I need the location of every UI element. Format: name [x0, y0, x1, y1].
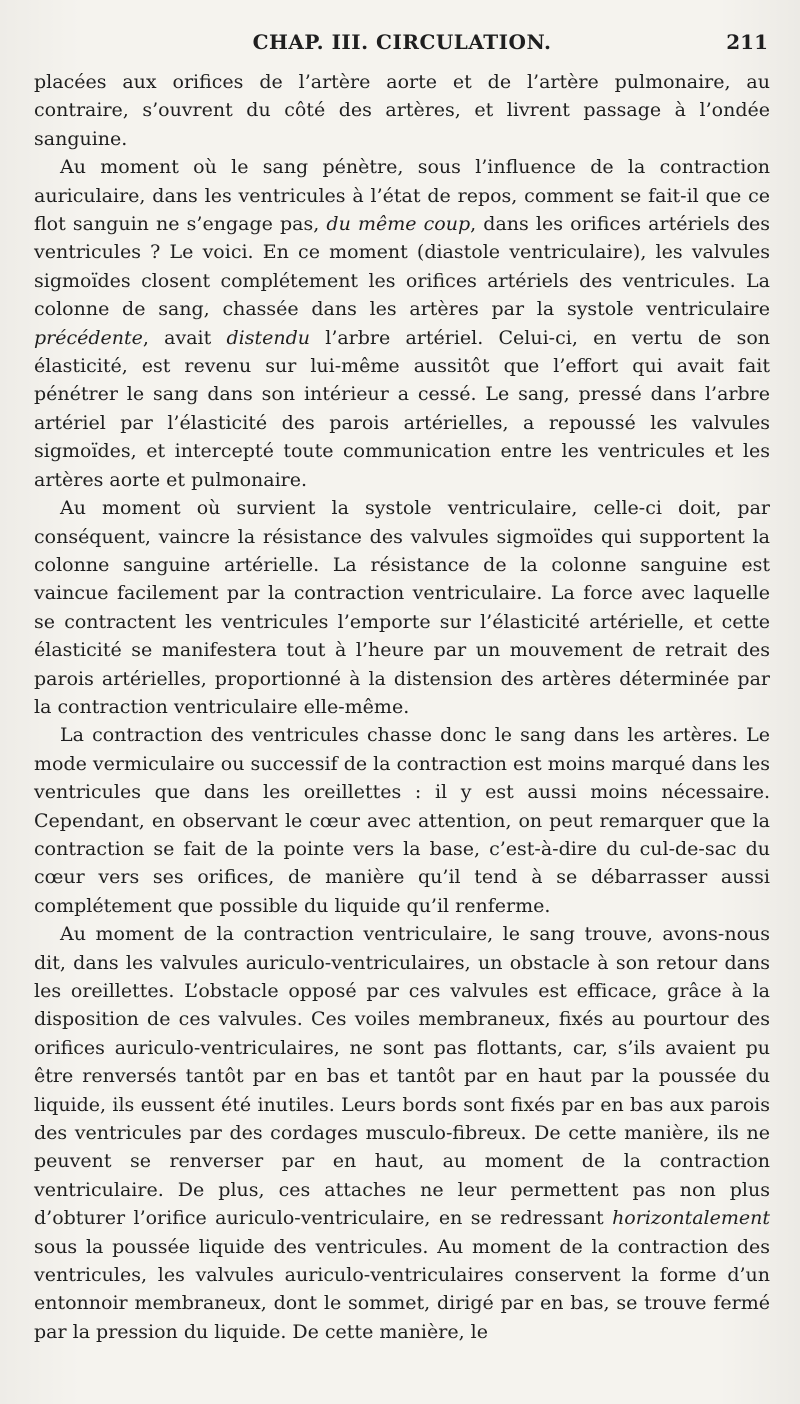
paragraph: [34, 721, 770, 920]
text-segment: La contraction des ventricules chasse donc le sang dans les artères. Le mode vermiculaire ou successif de la contraction est moins marqué dans les ventricules que dans les oreillettes : il y est aussi moins nécessaire. Cependant, en observant le cœur avec attention, on peut remarquer que la contraction se fait de la pointe vers la base, c’est-à-dire du cul-de-sac du cœur vers ses orifices, de manière qu’il tend à se débarrasser aussi complétement que possible du liquide qu’il renferme.: [34, 724, 770, 917]
italic-phrase: distendu: [226, 326, 311, 349]
running-head: [34, 28, 770, 62]
text-segment: Au moment de la contraction ventriculaire, le sang trouve, avons-nous dit, dans les valvules auriculo-ventriculaires, un obstacle à son retour dans les oreillettes. L’obstacle opposé par ces valvules est efficace, grâce à la disposition de ces valvules. Ces voiles membraneux, fixés au pourtour des orifices auriculo-ventriculaires, ne sont pas flottants, car, s’ils avaient pu être renversés tantôt par en bas et tantôt par en haut par la poussée du liquide, ils eussent été inutiles. Leurs bords sont fixés par en bas aux parois des ventricules par des cordages musculo-fibreux. De cette manière, ils ne peuvent se renverser par en haut, au moment de la contraction ventriculaire. De plus, ces attaches ne leur permettent pas non plus d’obturer l’orifice auriculo-ventriculaire, en se redressant: [34, 923, 770, 1230]
text-segment: Au moment où le sang pénètre, sous l’influence de la contraction auriculaire, dans les ventricules à l’état de repos, comment se fait-il que ce flot sanguin ne s’engage pas,: [34, 156, 770, 236]
paragraph: [34, 153, 770, 494]
text-segment: Au moment où survient la systole ventriculaire, celle-ci doit, par conséquent, vaincre la résistance des valvules sigmoïdes qui supportent la colonne sanguine artérielle. La résistance de la colonne sanguine est vaincue facilement par la contraction ventriculaire. La force avec laquelle se contractent les ventricules l’emporte sur l’élasticité artérielle, et cette élasticité se manifestera tout à l’heure par un mouvement de retrait des parois artérielles, proportionné à la distension des artères déterminée par la contraction ventriculaire elle-même.: [34, 497, 770, 718]
body-text: [34, 68, 770, 1346]
text-segment: sous la poussée liquide des ventricules. Au moment de la contraction des ventricules, les valvules auriculo-ventriculaires conservent la forme d’un entonnoir membraneux, dont le sommet, dirigé par en bas, se trouve fermé par la pression du liquide. De cette manière, le: [34, 1235, 770, 1343]
paragraph: [34, 920, 770, 1346]
text-segment: , avait: [142, 326, 227, 349]
page-number: 211: [726, 30, 768, 54]
text-segment: placées aux orifices de l’artère aorte et de l’artère pulmonaire, au contraire, s’ouvrent du côté des artères, et livrent passage à l’ondée sanguine.: [34, 71, 770, 150]
text-segment: , dans les orifices artériels des ventricules ? Le voici. En ce moment (diastole ventriculaire), les valvules sigmoïdes closent complétement les orifices artériels des ventricules. La colonne de sang, chassée dans les artères par la systole ventriculaire: [34, 213, 770, 321]
text-segment: l’arbre artériel. Celui-ci, en vertu de son élasticité, est revenu sur lui-même aussitôt que l’effort qui avait fait pénétrer le sang dans son intérieur a cessé. Le sang, pressé dans l’arbre artériel par l’élasticité des parois artérielles, a repoussé les valvules sigmoïdes, et intercepté toute communication entre les ventricules et les artères aorte et pulmonaire.: [34, 326, 770, 491]
paragraph: [34, 68, 770, 153]
italic-phrase: précédente: [34, 326, 143, 349]
italic-phrase: horizontalement: [612, 1207, 770, 1230]
italic-phrase: du même coup: [326, 213, 471, 236]
running-title: CHAP. III. CIRCULATION.: [252, 30, 552, 54]
paragraph: [34, 494, 770, 721]
